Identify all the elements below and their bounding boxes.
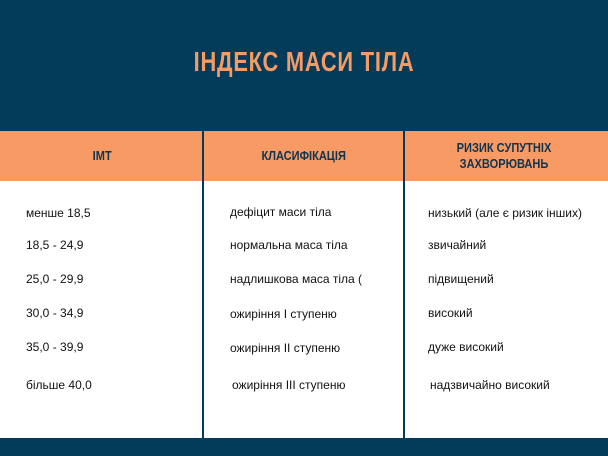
footer-bar bbox=[0, 438, 608, 456]
column-header-risk: РИЗИК СУПУТНІХ ЗАХВОРЮВАНЬ bbox=[456, 140, 552, 171]
table-cell-bmi: менше 18,5 bbox=[26, 206, 91, 220]
table-cell-risk: звичайний bbox=[428, 238, 487, 252]
column-header-bmi: ІМТ bbox=[92, 148, 112, 163]
table-cell-bmi: 30,0 - 34,9 bbox=[26, 306, 84, 320]
table-cell-bmi: 25,0 - 29,9 bbox=[26, 272, 84, 286]
table-cell-classification: ожиріння III ступеню bbox=[232, 378, 346, 392]
table-cell-risk: низький (але є ризик інших) bbox=[428, 206, 582, 220]
table-cell-risk: високий bbox=[428, 306, 473, 320]
column-divider bbox=[403, 131, 405, 441]
table-cell-risk: підвищений bbox=[428, 272, 494, 286]
table-cell-risk: надзвичайно високий bbox=[430, 378, 550, 392]
table-cell-bmi: більше 40,0 bbox=[26, 378, 92, 392]
table-cell-risk: дуже високий bbox=[428, 340, 504, 354]
column-header-classification: КЛАСИФІКАЦІЯ bbox=[261, 148, 347, 163]
page-title: ІНДЕКС МАСИ ТІЛА bbox=[193, 46, 415, 77]
table-cell-classification: ожиріння II ступеню bbox=[230, 341, 341, 355]
column-divider bbox=[202, 131, 204, 441]
table-cell-bmi: 18,5 - 24,9 bbox=[26, 238, 84, 252]
table-cell-bmi: 35,0 - 39,9 bbox=[26, 340, 84, 354]
table-cell-classification: ожиріння I ступеню bbox=[230, 307, 337, 321]
table-cell-classification: нормальна маса тіла bbox=[230, 238, 348, 252]
table-cell-classification: дефіцит маси тіла bbox=[230, 205, 332, 219]
table-cell-classification: надлишкова маса тіла ( bbox=[230, 272, 363, 286]
